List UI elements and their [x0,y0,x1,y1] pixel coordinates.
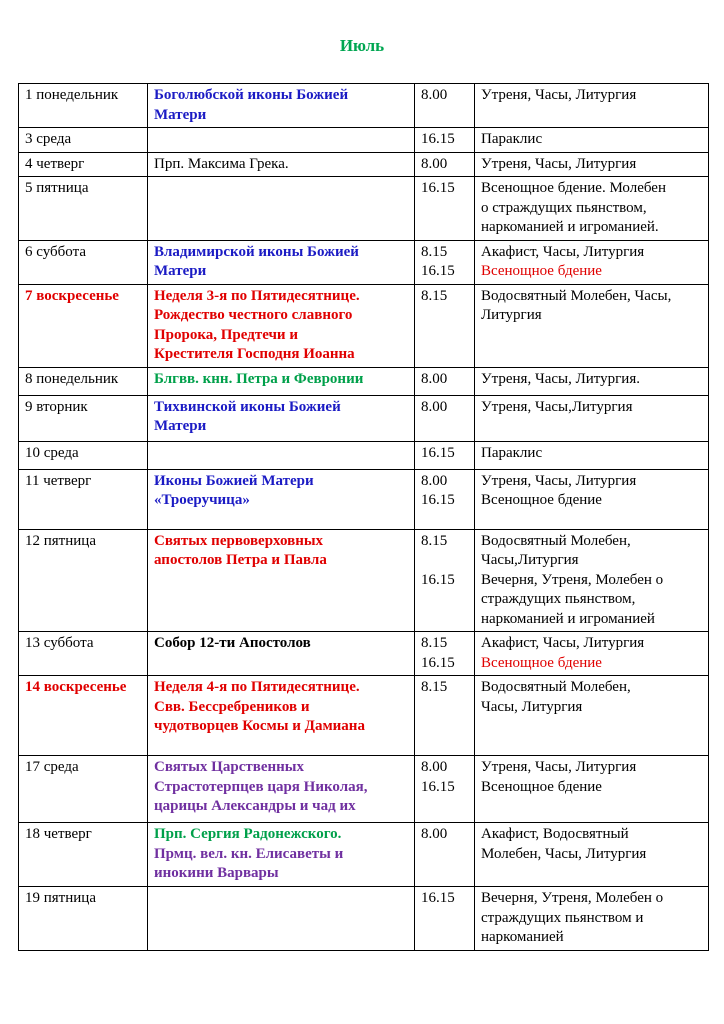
time-value: 8.15 [421,679,448,695]
table-row [19,676,709,756]
service-cell [475,529,709,632]
time-value: 16.15 [421,131,455,147]
time-value: 8.00 [421,155,448,172]
event-cell [148,441,415,469]
table-row [19,823,709,887]
day-cell [19,395,148,441]
event-line: Святых первоверховных [154,532,324,549]
service-line: Всенощное бдение. Молебен [481,180,666,196]
service-line: Утреня, Часы, Литургия. [481,370,640,387]
service-cell [475,177,709,241]
day-cell [19,284,148,367]
service-line: наркоманией и игроманией. [481,219,659,235]
service-line: Вечерня, Утреня, Молебен о [481,571,664,588]
time-cell [415,529,475,632]
table-row [19,395,709,441]
service-line: наркоманией [481,929,564,945]
day-cell [19,84,148,128]
time-cell [415,676,475,756]
service-line: наркоманией и игроманией [481,610,655,627]
time-value: 8.00 [421,826,448,842]
service-line: Акафист, Часы, Литургия [481,635,645,651]
event-line: апостолов Петра и Павла [154,552,327,568]
time-value: 16.15 [421,778,455,795]
time-value: 8.15 [421,532,448,549]
time-value: 16.15 [421,444,455,461]
service-cell [475,676,709,756]
day-label: 12 пятница [25,532,96,549]
service-line: Утреня, Часы,Литургия [481,398,633,415]
day-cell [19,756,148,823]
event-line: Блгвв. кнн. Петра и Февронии [154,370,364,387]
event-cell [148,128,415,153]
table-row [19,177,709,241]
day-label: 11 четверг [25,472,92,489]
time-cell [415,240,475,284]
time-value: 16.15 [421,890,455,906]
time-cell [415,632,475,676]
event-line: Собор 12-ти Апостолов [154,635,311,651]
day-cell [19,469,148,529]
event-cell [148,367,415,395]
table-row [19,128,709,153]
time-value: 16.15 [421,492,455,508]
service-line: Акафист, Часы, Литургия [481,243,645,260]
event-line: Владимирской иконы Божией [154,243,359,260]
event-line: Боголюбской иконы Божией [154,87,349,103]
table-row [19,84,709,128]
service-cell [475,128,709,153]
time-value: 8.15 [421,635,448,651]
event-cell [148,632,415,676]
time-value: 8.00 [421,759,448,775]
day-label: 3 среда [25,131,72,147]
service-cell [475,367,709,395]
event-line: Святых Царственных [154,759,304,775]
service-line: Всенощное бдение [481,492,602,508]
event-cell [148,240,415,284]
time-value: 16.15 [421,263,455,279]
time-cell [415,395,475,441]
table-row [19,367,709,395]
service-cell [475,240,709,284]
event-cell [148,823,415,887]
service-cell [475,84,709,128]
day-label: 8 понедельник [25,370,119,387]
service-line: Вечерня, Утреня, Молебен о [481,890,664,906]
table-row [19,887,709,951]
table-row [19,529,709,632]
time-cell [415,84,475,128]
day-label: 13 суббота [25,635,94,651]
time-value: 16.15 [421,654,455,671]
time-cell [415,367,475,395]
service-line: о страждущих пьянством, [481,199,647,216]
service-line: Водосвятный Молебен, Часы, [481,287,672,304]
time-cell [415,469,475,529]
day-label: 14 воскресенье [25,679,127,695]
schedule-table [18,83,709,951]
service-line: Утреня, Часы, Литургия [481,155,637,172]
event-line: Прп. Сергия Радонежского. [154,826,342,842]
event-cell [148,177,415,241]
service-line: Акафист, Водосвятный [481,826,629,842]
day-label: 4 четверг [25,155,85,172]
day-label: 1 понедельник [25,87,119,103]
event-line: Неделя 3-я по Пятидесятнице. [154,287,360,304]
event-line: Иконы Божией Матери [154,472,314,489]
service-line: Водосвятный Молебен, [481,679,631,695]
service-cell [475,395,709,441]
event-line: Матери [154,418,207,434]
service-line: Параклис [481,444,543,461]
service-cell [475,632,709,676]
event-line: Рождество честного славного [154,307,353,323]
service-line: Литургия [481,307,542,323]
time-cell [415,152,475,177]
day-cell [19,529,148,632]
day-label: 17 среда [25,759,79,775]
table-row [19,756,709,823]
service-line: Молебен, Часы, Литургия [481,845,647,862]
day-label: 19 пятница [25,890,96,906]
time-cell [415,887,475,951]
event-cell [148,756,415,823]
service-line: Всенощное бдение [481,778,602,795]
event-line: Свв. Бессребреников и [154,698,310,715]
service-line: Водосвятный Молебен, [481,532,631,549]
time-cell [415,177,475,241]
day-cell [19,887,148,951]
day-label: 9 вторник [25,398,88,415]
table-row [19,240,709,284]
time-value: 8.15 [421,243,448,260]
table-row [19,284,709,367]
event-cell [148,152,415,177]
service-line: страждущих пьянством и [481,909,644,926]
day-cell [19,676,148,756]
time-cell [415,823,475,887]
event-line: Прп. Максима Грека. [154,155,289,172]
service-line: Часы,Литургия [481,552,579,568]
event-line: Прмц. вел. кн. Елисаветы и [154,845,344,862]
event-cell [148,469,415,529]
service-cell [475,152,709,177]
time-value: 8.15 [421,287,448,304]
time-value: 8.00 [421,87,448,103]
service-line: Всенощное бдение [481,654,602,671]
event-line: инокини Варвары [154,865,279,881]
time-cell [415,128,475,153]
service-line: Утреня, Часы, Литургия [481,87,637,103]
event-line: Тихвинской иконы Божией [154,398,341,415]
time-value: 8.00 [421,472,448,489]
event-line: Страстотерпцев царя Николая, [154,778,368,795]
service-line: Параклис [481,131,543,147]
day-cell [19,240,148,284]
table-row [19,632,709,676]
day-label: 10 среда [25,444,79,461]
time-value: 8.00 [421,398,448,415]
time-cell [415,441,475,469]
day-cell [19,367,148,395]
event-line: Матери [154,263,207,279]
event-line: «Троеручица» [154,492,250,508]
service-line: Утреня, Часы, Литургия [481,759,637,775]
event-line: Пророка, Предтечи и [154,326,298,343]
time-cell [415,756,475,823]
time-value: 16.15 [421,571,455,588]
day-label: 6 суббота [25,243,86,260]
day-label: 5 пятница [25,180,89,196]
day-label: 7 воскресенье [25,287,119,304]
day-cell [19,823,148,887]
service-line: Утреня, Часы, Литургия [481,472,637,489]
service-line: Часы, Литургия [481,698,583,715]
service-line: Всенощное бдение [481,263,602,279]
event-cell [148,284,415,367]
day-cell [19,128,148,153]
event-line: чудотворцев Космы и Дамиана [154,718,365,734]
service-cell [475,284,709,367]
event-cell [148,887,415,951]
time-value [421,551,470,571]
event-cell [148,676,415,756]
table-row [19,441,709,469]
day-label: 18 четверг [25,826,92,842]
event-cell [148,529,415,632]
event-line: Неделя 4-я по Пятидесятнице. [154,679,360,695]
day-cell [19,177,148,241]
event-line: царицы Александры и чад их [154,798,356,814]
page-title: Июль [339,36,385,55]
event-cell [148,395,415,441]
time-value: 16.15 [421,180,455,196]
day-cell [19,152,148,177]
time-value: 8.00 [421,370,448,387]
service-cell [475,469,709,529]
time-cell [415,284,475,367]
day-cell [19,632,148,676]
event-cell [148,84,415,128]
day-cell [19,441,148,469]
event-line: Крестителя Господня Иоанна [154,346,355,362]
table-row [19,152,709,177]
service-cell [475,823,709,887]
event-line: Матери [154,106,207,123]
service-line: страждущих пьянством, [481,591,636,607]
service-cell [475,756,709,823]
table-row [19,469,709,529]
service-cell [475,887,709,951]
service-cell [475,441,709,469]
